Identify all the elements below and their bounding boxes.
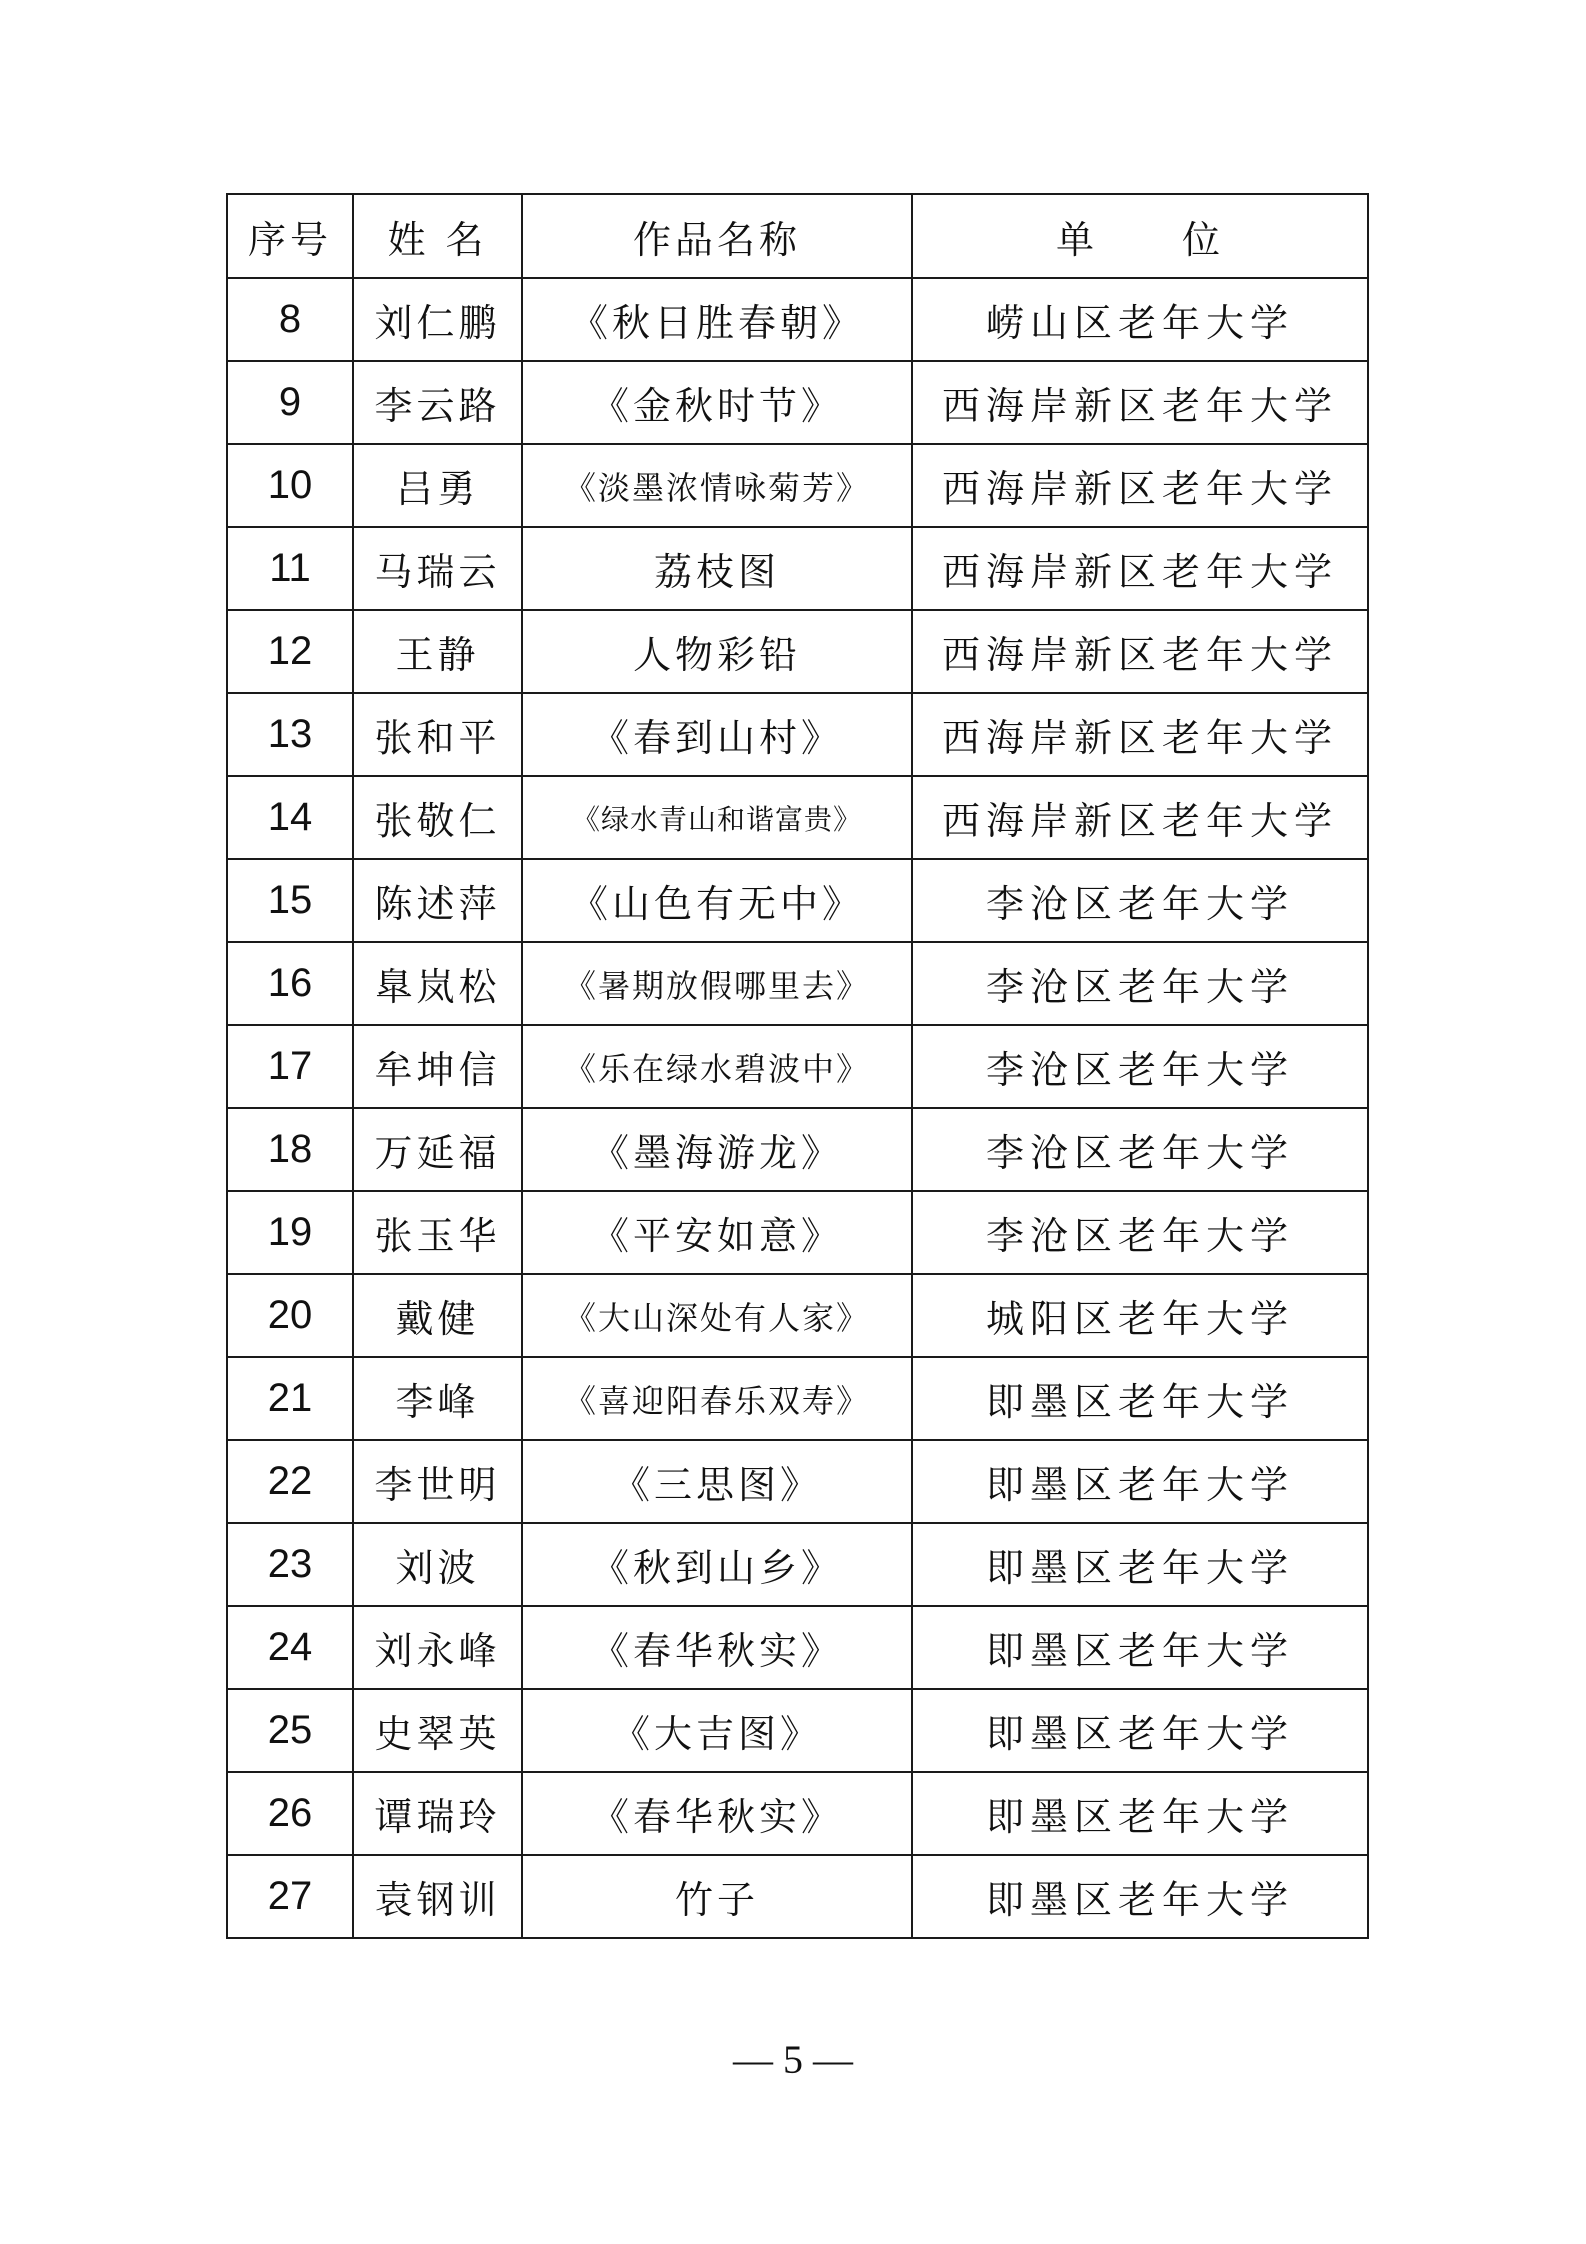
cell-work: 《秋到山乡》 [522, 1523, 912, 1606]
table-row [227, 1689, 1368, 1772]
cell-unit: 西海岸新区老年大学 [912, 693, 1368, 776]
cell-index: 26 [227, 1772, 353, 1855]
cell-index: 8 [227, 278, 353, 361]
table-row [227, 1772, 1368, 1855]
cell-index: 10 [227, 444, 353, 527]
cell-index: 13 [227, 693, 353, 776]
cell-unit: 李沧区老年大学 [912, 1108, 1368, 1191]
cell-name: 李云路 [353, 361, 522, 444]
cell-index: 21 [227, 1357, 353, 1440]
cell-name: 马瑞云 [353, 527, 522, 610]
cell-index: 17 [227, 1025, 353, 1108]
cell-unit: 李沧区老年大学 [912, 1191, 1368, 1274]
cell-name: 刘波 [353, 1523, 522, 1606]
cell-index: 9 [227, 361, 353, 444]
cell-unit: 西海岸新区老年大学 [912, 361, 1368, 444]
header-row [227, 194, 1368, 278]
cell-name: 刘永峰 [353, 1606, 522, 1689]
cell-unit: 即墨区老年大学 [912, 1357, 1368, 1440]
cell-unit: 即墨区老年大学 [912, 1440, 1368, 1523]
cell-name: 史翠英 [353, 1689, 522, 1772]
cell-name: 李世明 [353, 1440, 522, 1523]
cell-work: 《乐在绿水碧波中》 [522, 1025, 912, 1108]
cell-work: 《春华秋实》 [522, 1606, 912, 1689]
cell-work: 《喜迎阳春乐双寿》 [522, 1357, 912, 1440]
cell-index: 18 [227, 1108, 353, 1191]
cell-work: 《大吉图》 [522, 1689, 912, 1772]
cell-index: 15 [227, 859, 353, 942]
cell-work: 《春到山村》 [522, 693, 912, 776]
cell-name: 臯岚松 [353, 942, 522, 1025]
table-row [227, 1191, 1368, 1274]
cell-work: 《三思图》 [522, 1440, 912, 1523]
table-row [227, 1606, 1368, 1689]
cell-index: 24 [227, 1606, 353, 1689]
cell-name: 刘仁鹏 [353, 278, 522, 361]
table-row [227, 527, 1368, 610]
table-row [227, 278, 1368, 361]
cell-work: 《墨海游龙》 [522, 1108, 912, 1191]
table-row [227, 859, 1368, 942]
table-row [227, 1523, 1368, 1606]
cell-work: 《春华秋实》 [522, 1772, 912, 1855]
header-unit: 单 位 [912, 194, 1368, 278]
cell-index: 12 [227, 610, 353, 693]
cell-unit: 西海岸新区老年大学 [912, 610, 1368, 693]
table-body [227, 278, 1368, 1938]
cell-unit: 李沧区老年大学 [912, 859, 1368, 942]
cell-index: 20 [227, 1274, 353, 1357]
cell-index: 27 [227, 1855, 353, 1938]
cell-name: 张玉华 [353, 1191, 522, 1274]
cell-work: 《淡墨浓情咏菊芳》 [522, 444, 912, 527]
cell-index: 23 [227, 1523, 353, 1606]
cell-unit: 李沧区老年大学 [912, 1025, 1368, 1108]
cell-index: 11 [227, 527, 353, 610]
cell-unit: 李沧区老年大学 [912, 942, 1368, 1025]
cell-unit: 西海岸新区老年大学 [912, 776, 1368, 859]
table-header [227, 194, 1368, 278]
table-row [227, 942, 1368, 1025]
cell-work: 《山色有无中》 [522, 859, 912, 942]
cell-name: 谭瑞玲 [353, 1772, 522, 1855]
table-row [227, 1855, 1368, 1938]
cell-index: 19 [227, 1191, 353, 1274]
cell-work: 《大山深处有人家》 [522, 1274, 912, 1357]
cell-unit: 即墨区老年大学 [912, 1772, 1368, 1855]
cell-unit: 城阳区老年大学 [912, 1274, 1368, 1357]
cell-index: 25 [227, 1689, 353, 1772]
table-row [227, 1357, 1368, 1440]
header-work: 作品名称 [522, 194, 912, 278]
cell-unit: 西海岸新区老年大学 [912, 527, 1368, 610]
table-row [227, 1274, 1368, 1357]
table-row [227, 1108, 1368, 1191]
table-row [227, 1025, 1368, 1108]
cell-work: 《金秋时节》 [522, 361, 912, 444]
cell-name: 吕勇 [353, 444, 522, 527]
header-index: 序号 [227, 194, 353, 278]
table-row [227, 776, 1368, 859]
table-row [227, 1440, 1368, 1523]
cell-name: 牟坤信 [353, 1025, 522, 1108]
cell-work: 《暑期放假哪里去》 [522, 942, 912, 1025]
cell-index: 14 [227, 776, 353, 859]
cell-work: 竹子 [522, 1855, 912, 1938]
cell-name: 万延福 [353, 1108, 522, 1191]
cell-name: 袁钢训 [353, 1855, 522, 1938]
table-row [227, 693, 1368, 776]
header-name: 姓 名 [353, 194, 522, 278]
table-row [227, 361, 1368, 444]
cell-index: 22 [227, 1440, 353, 1523]
cell-name: 王静 [353, 610, 522, 693]
cell-work: 《平安如意》 [522, 1191, 912, 1274]
cell-name: 陈述萍 [353, 859, 522, 942]
cell-work: 《绿水青山和谐富贵》 [522, 776, 912, 859]
cell-work: 《秋日胜春朝》 [522, 278, 912, 361]
cell-index: 16 [227, 942, 353, 1025]
cell-work: 人物彩铅 [522, 610, 912, 693]
cell-unit: 即墨区老年大学 [912, 1606, 1368, 1689]
cell-name: 张敬仁 [353, 776, 522, 859]
cell-unit: 即墨区老年大学 [912, 1689, 1368, 1772]
award-list-table [226, 193, 1369, 1939]
cell-unit: 崂山区老年大学 [912, 278, 1368, 361]
table-row [227, 444, 1368, 527]
cell-name: 张和平 [353, 693, 522, 776]
table-row [227, 610, 1368, 693]
cell-unit: 即墨区老年大学 [912, 1855, 1368, 1938]
page-number: — 5 — [733, 2037, 853, 2082]
cell-name: 戴健 [353, 1274, 522, 1357]
cell-unit: 西海岸新区老年大学 [912, 444, 1368, 527]
cell-unit: 即墨区老年大学 [912, 1523, 1368, 1606]
cell-name: 李峰 [353, 1357, 522, 1440]
cell-work: 荔枝图 [522, 527, 912, 610]
